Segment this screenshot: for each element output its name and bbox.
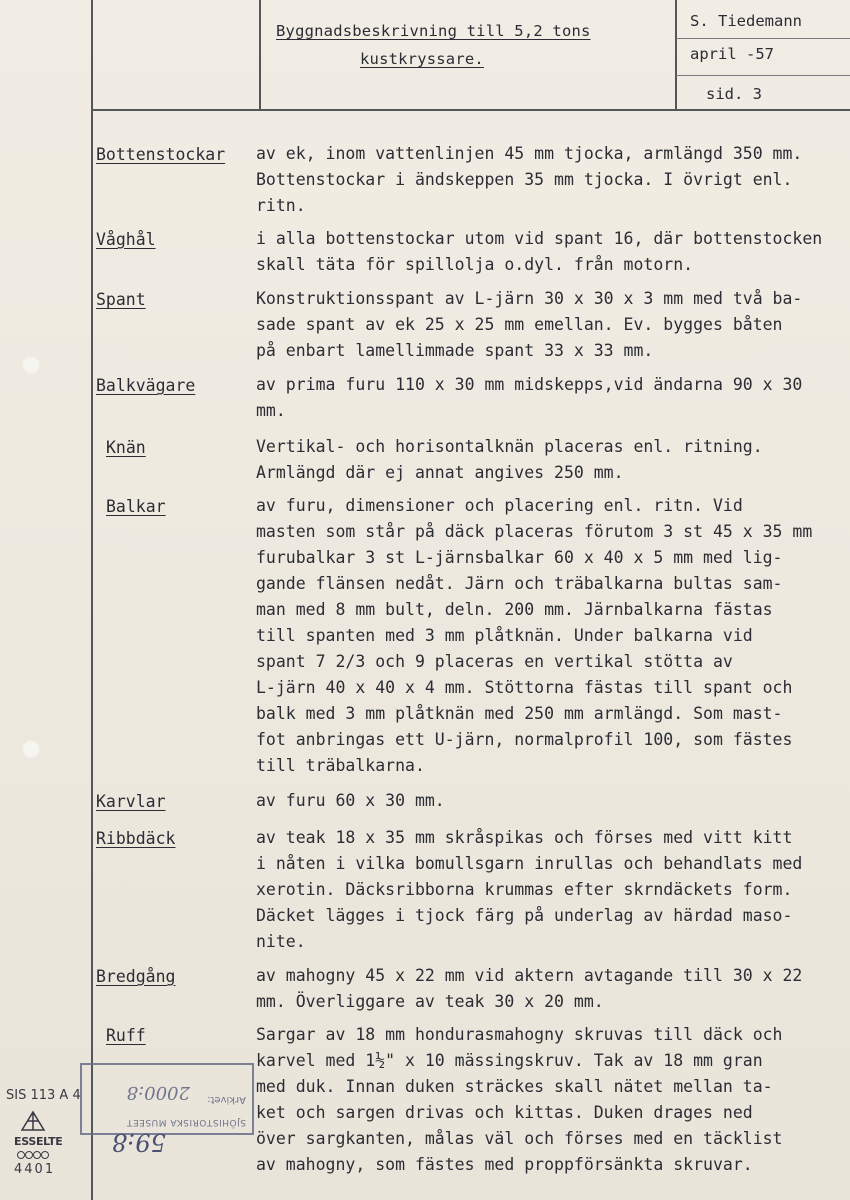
entry-term: Balkar	[106, 497, 166, 516]
entry-term: Balkvägare	[96, 376, 196, 395]
document-title-line-2: kustkryssare.	[360, 50, 484, 68]
frame-title-right-rule	[675, 0, 677, 110]
punch-hole	[22, 740, 40, 758]
brand-name: ESSELTE	[14, 1135, 63, 1148]
page-number: sid. 3	[706, 85, 762, 103]
author-name: S. Tiedemann	[690, 12, 802, 30]
meta-divider-1	[676, 38, 850, 39]
entry-term: Bredgång	[96, 967, 176, 986]
stamp-museum-name: SJÖHISTORISKA MUSEET	[126, 1117, 246, 1127]
frame-header-bottom-rule	[91, 109, 850, 111]
entry-term: Karvlar	[96, 792, 166, 811]
frame-left-rule	[91, 0, 93, 1200]
frame-title-left-rule	[259, 0, 261, 110]
entry-text: av furu, dimensioner och placering enl. ritn. Vid masten som står på däck placeras förutom 3 st 45 x 35 mm furubalkar 3 st L-järnsbalkar 60 x 40 x 5 mm med lig- gande flänsen nedåt. Järn och träbalkarna bultas sam- man med 8 mm bult, deln. 200 mm. Järnbalkarna fästas till spanten med 3 mm plåtknän. Under balkarna vid spant 7 2/3 och 9 placeras en vertikal stötta av L-järn 40 x 40 x 4 mm. Stöttorna fästas till spant och balk med 3 mm plåtknän med 250 mm armlängd. Som mast- fot anbringas ett U-järn, normalprofil 100, som fästes till träbalkarna.	[256, 496, 813, 775]
brand-emblem-icon	[16, 1150, 50, 1160]
entry-text: Konstruktionsspant av L-järn 30 x 30 x 3 mm med två ba- sade spant av ek 25 x 25 mm emellan. Ev. bygges båten på enbart lamellimmade spant 33 x 33 mm.	[256, 289, 803, 360]
entry-text: av prima furu 110 x 30 mm midskepps,vid ändarna 90 x 30 mm.	[256, 375, 803, 420]
entry-term: Ruff	[106, 1026, 146, 1045]
archive-stamp	[80, 1063, 254, 1135]
meta-divider-2	[676, 75, 850, 76]
entry-term: Bottenstockar	[96, 145, 226, 164]
entry-term: Våghål	[96, 230, 156, 249]
entry-text: i alla bottenstockar utom vid spant 16, där bottenstocken skall täta för spillolja o.dyl. från motorn.	[256, 229, 823, 274]
entry-text: av ek, inom vattenlinjen 45 mm tjocka, armlängd 350 mm. Bottenstockar i ändskeppen 35 mm tjocka. I övrigt enl. ritn.	[256, 144, 803, 215]
entry-text: av mahogny 45 x 22 mm vid aktern avtagande till 30 x 22 mm. Överliggare av teak 30 x 20 mm.	[256, 966, 803, 1011]
entry-text: av teak 18 x 35 mm skråspikas och förses med vitt kitt i nåten i vilka bomullsgarn inrullas och behandlats med xerotin. Däcksribborna krummas efter skrndäckets form. Däcket lägges i tjock färg på underlag av härdad maso- nite.	[256, 828, 803, 951]
handwritten-note: 59:8	[112, 1128, 166, 1156]
entry-term: Knän	[106, 438, 146, 457]
entry-text: av furu 60 x 30 mm.	[256, 791, 445, 810]
document-title-line-1: Byggnadsbeskrivning till 5,2 tons	[276, 22, 591, 40]
entry-text: Sargar av 18 mm hondurasmahogny skruvas till däck och karvel med 1½" x 10 mässingskruv. Tak av 18 mm gran med duk. Innan duken sträckes skall nätet mellan ta- ket och sargen drivas och kittas. Duken drages ned över sargkanten, målas väl och förses med en täcklist av mahogny, som fästes med proppförsänkta skruvar.	[256, 1025, 783, 1174]
punch-hole	[22, 356, 40, 374]
entry-term: Spant	[96, 290, 146, 309]
stamp-number: 2000:8	[126, 1082, 190, 1103]
esselte-logo-icon	[20, 1110, 46, 1132]
form-number: 4401	[14, 1162, 56, 1177]
form-code: SIS 113 A 4	[6, 1088, 81, 1103]
entry-text: Vertikal- och horisontalknän placeras enl. ritning. Armlängd där ej annat angives 250 mm.	[256, 437, 763, 482]
stamp-label: Arkivet:	[207, 1094, 246, 1105]
document-date: april -57	[690, 45, 774, 63]
entry-term: Ribbdäck	[96, 829, 176, 848]
